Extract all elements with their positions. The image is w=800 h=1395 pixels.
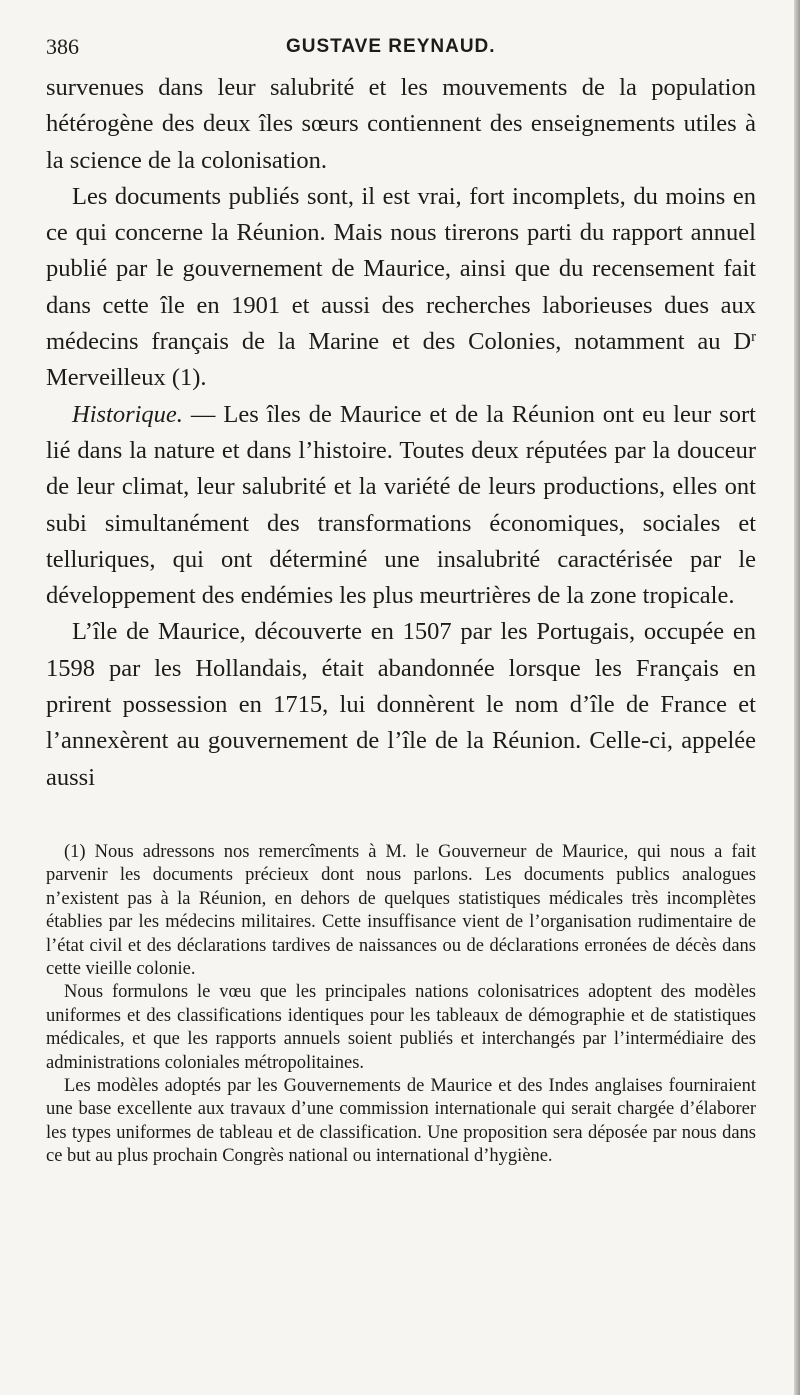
footnotes xyxy=(46,841,756,1169)
page-number: 386 xyxy=(46,34,79,59)
paragraph-documents xyxy=(46,179,756,397)
paragraph-documents-end: Merveilleux (1). xyxy=(46,364,207,392)
paragraph-historique-text: — Les îles de Maurice et de la Réunion ont eu leur sort lié dans la nature et dans l’histoire. Toutes deux réputées par la douceur de leur climat, leur salubrité et la variété de leurs productions, elles ont subi simultanément des transformations économiques, sociales et telluriques, qui ont déterminé une insalubrité caractérisée par le développement des endémies les plus meurtrières de la zone tropicale. xyxy=(46,400,756,610)
page-edge-shadow xyxy=(794,0,800,1395)
paragraph-historique xyxy=(46,397,756,615)
running-head-title: GUSTAVE REYNAUD. xyxy=(286,36,496,57)
footnote-1: (1) Nous adressons nos remercîments à M. le Gouverneur de Maurice, qui nous a fait parvenir les documents précieux dont nous parlons. Les documents publics analogues n’existent pas à la Réunion, en dehors de quelques statistiques médicales très incomplètes établies par les médecins militaires. Cette insuffisance vient de l’organisation rudimentaire de l’état civil et des déclarations tardives de naissances ou de déclarations erronées de décès dans cette vieille colonie. xyxy=(46,841,756,979)
section-heading-historique: Historique. xyxy=(72,400,183,428)
footnote-2: Nous formulons le vœu que les principales nations colonisatrices adoptent des modèles uniformes et des classifications identiques pour les tableaux de démographie et de statistiques médicales, et que les rapports annuels soient publiés et interchangés par l’intermédiaire des administrations coloniales métropolitaines. xyxy=(46,982,756,1073)
footnote-3: Les modèles adoptés par les Gouvernements de Maurice et des Indes anglaises fourniraient une base excellente aux travaux d’une commission internationale qui serait chargée d’élaborer les types uniformes de tableau et de classification. Une proposition sera déposée par nous dans ce but au plus prochain Congrès national ou international d’hygiène. xyxy=(46,1076,756,1167)
main-text xyxy=(46,70,756,796)
running-head xyxy=(46,34,756,70)
doctor-abbreviation-superscript: r xyxy=(751,329,756,345)
paragraph-documents-text: Les documents publiés sont, il est vrai, fort incomplets, du moins en ce qui concerne la Réunion. Mais nous tirerons parti du rapport annuel publié par le gouvernement de Maurice, ainsi que du recensement fait dans cette île en 1901 et aussi des recherches laborieuses dues aux médecins français de la Marine et des Colonies, notamment au D xyxy=(46,182,756,356)
paragraph-continued: survenues dans leur salubrité et les mouvements de la population hétérogène des deux îles sœurs contiennent des enseignements utiles à la science de la colonisation. xyxy=(46,74,756,174)
paragraph-maurice: L’île de Maurice, découverte en 1507 par les Portugais, occupée en 1598 par les Hollandais, était abandonnée lorsque les Français en prirent possession en 1715, lui donnèrent le nom d’île de France et l’annexèrent au gouvernement de l’île de la Réunion. Celle-ci, appelée aussi xyxy=(46,618,756,791)
